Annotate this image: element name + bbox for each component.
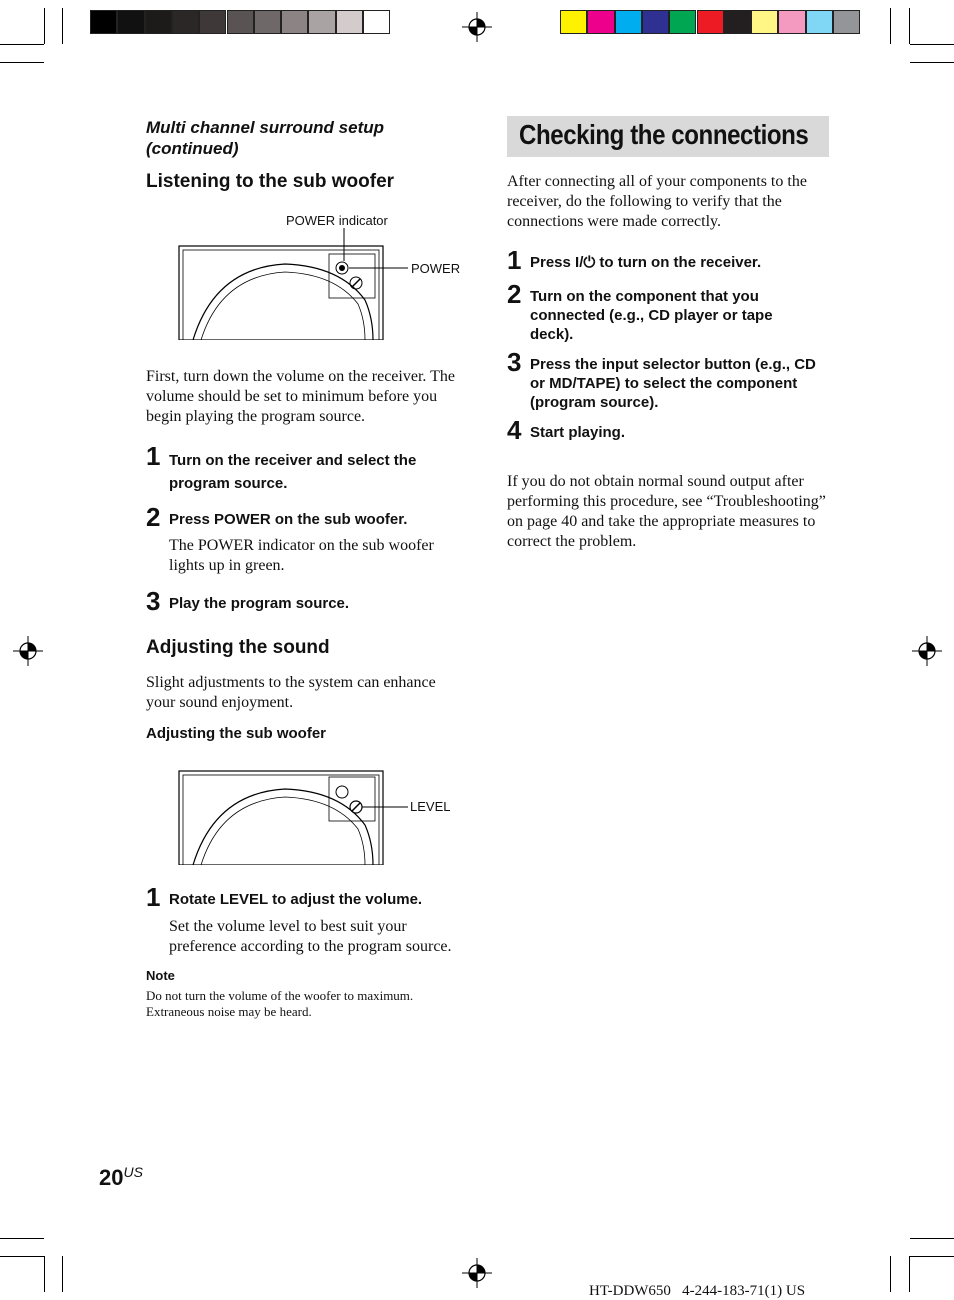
step-detail: Set the volume level to best suit your preference according to the program source.: [169, 918, 452, 955]
subwoofer-figure-level: [175, 765, 415, 865]
step-number: 2: [146, 502, 161, 532]
step-text: Press I/⏻ to turn on the receiver.: [530, 254, 762, 271]
step-number: 1: [507, 245, 522, 275]
model-code: HT-DDW650 4-244-183-71(1) US: [589, 1283, 806, 1299]
gray-swatch: [281, 10, 308, 34]
gray-swatch: [308, 10, 335, 34]
step-text: Start playing.: [530, 424, 626, 441]
step-text: Rotate LEVEL to adjust the volume.: [169, 891, 423, 908]
step-number: 2: [507, 279, 522, 309]
color-swatch: [806, 10, 833, 34]
step-number: 1: [146, 882, 161, 912]
checking-outro: If you do not obtain normal sound output after performing this procedure, see “Troubleshooting” on page 40 and take the appropriate measures to correct the problem.: [507, 473, 826, 550]
color-swatch: [642, 10, 669, 34]
registration-mark-icon: [13, 636, 43, 666]
step-text: Play the program source.: [169, 595, 350, 612]
gray-swatch: [90, 10, 117, 34]
sub-heading-listening: Listening to the sub woofer: [146, 171, 395, 192]
gray-swatch: [117, 10, 144, 34]
step-text: Turn on the receiver and select the program source.: [169, 452, 417, 492]
step-number: 3: [146, 586, 161, 616]
step-detail: The POWER indicator on the sub woofer lights up in green.: [169, 537, 434, 574]
listening-intro: First, turn down the volume on the receiver. The volume should be set to minimum before you begin playing the program source.: [146, 368, 455, 425]
gray-swatch: [227, 10, 254, 34]
gray-swatch: [254, 10, 281, 34]
note-label: Note: [146, 968, 175, 983]
callout-power-indicator: POWER indicator: [286, 213, 388, 228]
title-banner: [507, 116, 829, 157]
sub-heading-adjusting: Adjusting the sound: [146, 637, 330, 658]
registration-mark-icon: [462, 1258, 492, 1288]
sub-heading-sub-woofer: Adjusting the sub woofer: [146, 725, 326, 742]
registration-mark-icon: [912, 636, 942, 666]
adjusting-intro: Slight adjustments to the system can enhance your sound enjoyment.: [146, 674, 436, 711]
gray-swatch: [363, 10, 390, 34]
gray-swatch: [145, 10, 172, 34]
gray-swatch: [336, 10, 363, 34]
subwoofer-figure-power: [175, 228, 415, 340]
page-number-value: 20: [99, 1165, 124, 1190]
note-text: Do not turn the volume of the woofer to maximum. Extraneous noise may be heard.: [146, 988, 414, 1019]
section-label: Multi channel surround setup (continued): [146, 118, 385, 158]
callout-power: POWER: [411, 261, 461, 276]
gray-swatch: [199, 10, 226, 34]
step-text: Turn on the component that you connected (e.g., CD player or tape deck).: [530, 288, 773, 343]
color-swatch: [587, 10, 614, 34]
page-title: Checking the connections: [519, 119, 809, 150]
color-swatch: [833, 10, 860, 34]
color-swatch: [778, 10, 805, 34]
step-text: Press the input selector button (e.g., CD or MD/TAPE) to select the component (program source).: [530, 356, 816, 411]
checking-intro: After connecting all of your components to the receiver, do the following to verify that the connections were made correctly.: [507, 173, 807, 230]
gray-swatch: [172, 10, 199, 34]
page-number: [99, 1164, 143, 1191]
step-number: 4: [507, 415, 522, 445]
color-swatch: [615, 10, 642, 34]
step-number: 1: [146, 441, 161, 471]
color-swatch: [669, 10, 696, 34]
step-text: Press POWER on the sub woofer.: [169, 511, 408, 528]
color-swatch: [697, 10, 724, 34]
color-swatch: [724, 10, 751, 34]
registration-mark-icon: [462, 12, 492, 42]
callout-level: LEVEL: [410, 799, 451, 814]
page-number-suffix: US: [123, 1164, 143, 1180]
color-swatch: [751, 10, 778, 34]
color-swatch: [560, 10, 587, 34]
step-number: 3: [507, 347, 522, 377]
